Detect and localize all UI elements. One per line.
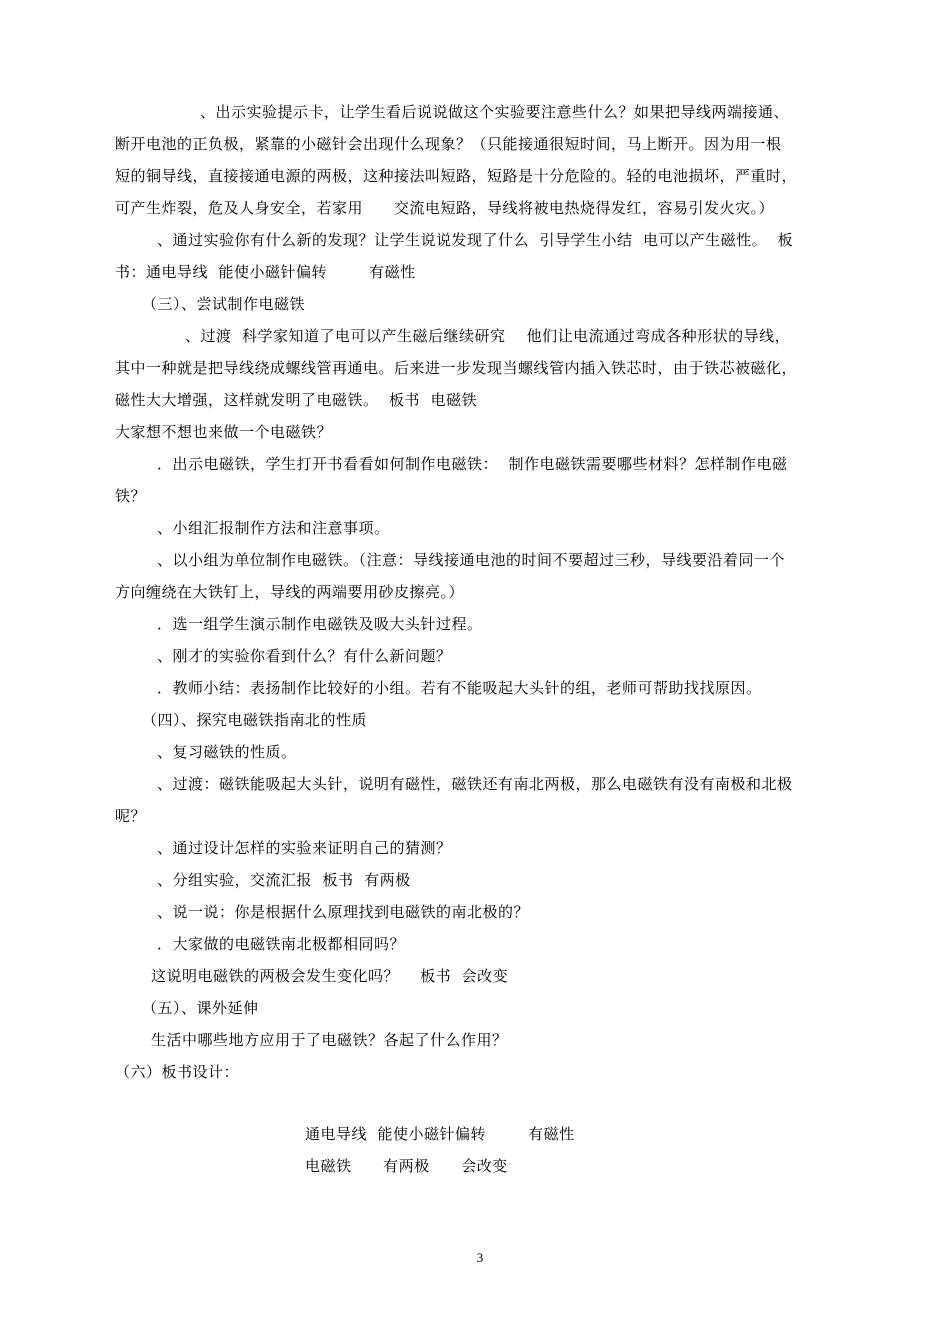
text-line: ．教师小结：表扬制作比较好的小组。若有不能吸起大头针的组，老师可帮助找找原因。 bbox=[157, 679, 762, 697]
text-line: 、通过实验你有什么新的发现？让学生说说发现了什么 引导学生小结 电可以产生磁性。 板 bbox=[157, 231, 794, 249]
text-line: 大家想不想也来做一个电磁铁？ bbox=[115, 423, 333, 441]
text-line: 、刚才的实验你看到什么？有什么新问题？ bbox=[157, 647, 452, 665]
text-line: 方向缠绕在大铁钉上，导线的两端要用砂皮擦亮。） bbox=[115, 583, 465, 601]
text-line: 短的铜导线，直接接通电源的两极，这种接法叫短路，短路是十分危险的。轻的电池损坏，严重时， bbox=[115, 167, 798, 185]
text-line: 、出示实验提示卡，让学生看后说说做这个实验要注意些什么？如果把导线两端接通、 bbox=[200, 103, 790, 121]
board-design-line: 电磁铁 有两极 会改变 bbox=[305, 1157, 508, 1175]
board-design-line: 通电导线 能使小磁针偏转 有磁性 bbox=[305, 1125, 575, 1143]
text-line: 、以小组为单位制作电磁铁。（注意：导线接通电池的时间不要超过三秒，导线要沿着同一个 bbox=[157, 551, 786, 569]
text-line: 磁性大大增强，这样就发明了电磁铁。 板书 电磁铁 bbox=[115, 391, 478, 409]
text-line: ．选一组学生演示制作电磁铁及吸大头针过程。 bbox=[157, 615, 483, 633]
text-line: 、分组实验，交流汇报 板书 有两极 bbox=[157, 871, 411, 889]
text-line: 、过渡：磁铁能吸起大头针，说明有磁性，磁铁还有南北两极，那么电磁铁有没有南极和北极 bbox=[157, 775, 793, 793]
text-line: 呢？ bbox=[115, 807, 147, 825]
text-line: 书：通电导线 能使小磁针偏转 有磁性 bbox=[115, 263, 416, 281]
text-line: 其中一种就是把导线绕成螺线管再通电。后来进一步发现当螺线管内插入铁芯时，由于铁芯被磁化， bbox=[115, 359, 798, 377]
text-line: 、小组汇报制作方法和注意事项。 bbox=[157, 519, 390, 537]
text-line: 这说明电磁铁的两极会发生变化吗？ 板书 会改变 bbox=[151, 967, 509, 985]
section-heading: （六）板书设计： bbox=[115, 1063, 240, 1081]
text-line: 可产生炸裂，危及人身安全，若家用 交流电短路，导线将被电热烧得发红，容易引发火灾。） bbox=[115, 199, 775, 217]
section-heading: （三）、尝试制作电磁铁 bbox=[142, 295, 306, 313]
text-line: 断开电池的正负极，紧靠的小磁针会出现什么现象？（只能接通很短时间，马上断开。因为用一根 bbox=[115, 135, 782, 153]
text-line: 生活中哪些地方应用于了电磁铁？各起了什么作用？ bbox=[151, 1031, 508, 1049]
text-line: 、过渡 科学家知道了电可以产生磁后继续研究 他们让电流通过弯成各种形状的导线， bbox=[185, 327, 791, 345]
text-line: 、通过设计怎样的实验来证明自己的猜测？ bbox=[157, 839, 452, 857]
text-line: 、复习磁铁的性质。 bbox=[157, 743, 297, 761]
text-line: 、说一说：你是根据什么原理找到电磁铁的南北极的？ bbox=[157, 903, 530, 921]
text-line: 铁？ bbox=[115, 487, 147, 505]
page-number: 3 bbox=[476, 1250, 484, 1265]
text-line: ．出示电磁铁，学生打开书看看如何制作电磁铁： 制作电磁铁需要哪些材料？怎样制作电磁 bbox=[157, 455, 788, 473]
section-heading: （五）、课外延伸 bbox=[142, 999, 259, 1017]
section-heading: （四）、探究电磁铁指南北的性质 bbox=[142, 711, 368, 729]
text-line: ．大家做的电磁铁南北极都相同吗？ bbox=[157, 935, 406, 953]
